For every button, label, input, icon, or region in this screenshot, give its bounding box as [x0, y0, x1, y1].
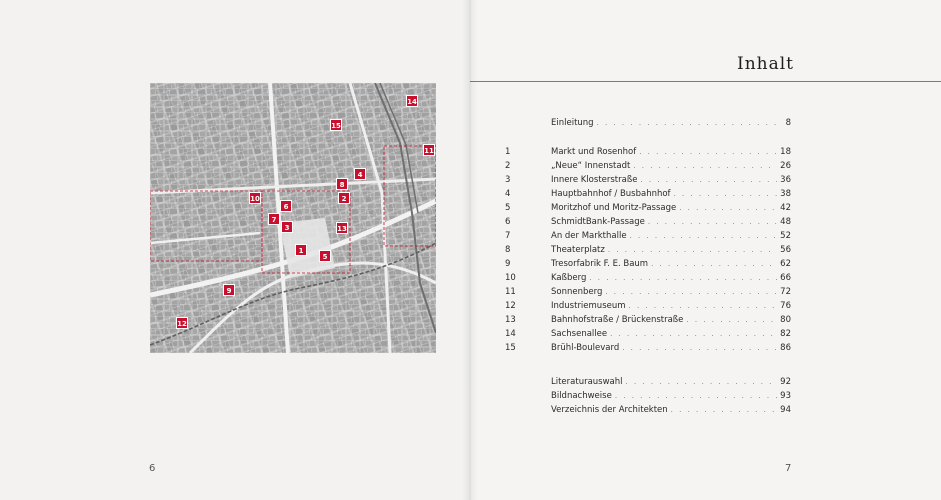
- toc-entry-page: 62: [780, 259, 791, 269]
- toc-leader: [651, 257, 777, 271]
- toc-title: Inhalt: [737, 54, 795, 74]
- toc-entry-row[interactable]: [505, 327, 791, 341]
- toc-leader: [597, 116, 783, 130]
- page-number-left: 6: [149, 463, 156, 474]
- toc-entry-label: „Neue“ Innenstadt: [551, 161, 631, 171]
- toc-leader: [639, 145, 777, 159]
- toc-entry-label: Brühl-Boulevard: [551, 343, 620, 353]
- map-marker-1: 1: [295, 244, 307, 256]
- toc-intro-page: 8: [785, 118, 791, 128]
- toc-entry-label: Sonnenberg: [551, 287, 603, 297]
- toc-entry-row[interactable]: [505, 257, 791, 271]
- toc-entry-label: Theaterplatz: [551, 245, 605, 255]
- toc-entry-row[interactable]: [505, 229, 791, 243]
- map-marker-12: 12: [176, 317, 188, 329]
- toc-entry-page: 82: [780, 329, 791, 339]
- toc-appendix-label: Bildnachweise: [551, 391, 612, 401]
- toc-entry-label: Moritzhof und Moritz-Passage: [551, 203, 677, 213]
- toc-entry-label: Markt und Rosenhof: [551, 147, 637, 157]
- book-gutter: [462, 0, 478, 500]
- toc-appendix-page: 92: [780, 377, 791, 387]
- toc-entry-row[interactable]: [505, 285, 791, 299]
- toc-leader: [608, 243, 777, 257]
- toc-entry-label: Tresorfabrik F. E. Baum: [551, 259, 649, 269]
- toc-entry-label: Industriemuseum: [551, 301, 626, 311]
- toc-entry-page: 76: [780, 301, 791, 311]
- toc-entry-number: 6: [505, 217, 511, 227]
- title-divider: [470, 81, 941, 82]
- toc-intro-row[interactable]: [505, 116, 791, 130]
- toc-entry-row[interactable]: [505, 313, 791, 327]
- toc-entry-row[interactable]: [505, 299, 791, 313]
- toc-entry-page: 86: [780, 343, 791, 353]
- toc-leader: [605, 285, 777, 299]
- toc-appendix-label: Verzeichnis der Architekten: [551, 405, 668, 415]
- map-marker-4: 4: [354, 168, 366, 180]
- toc-entry-number: 5: [505, 203, 511, 213]
- toc-leader: [629, 299, 778, 313]
- toc-leader: [615, 389, 777, 403]
- toc-entry-number: 2: [505, 161, 511, 171]
- toc-leader: [633, 159, 777, 173]
- toc-entry-number: 3: [505, 175, 511, 185]
- toc-leader: [630, 229, 778, 243]
- toc-entry-row[interactable]: [505, 145, 791, 159]
- toc-entry-number: 15: [505, 343, 516, 353]
- toc-entry-label: Hauptbahnhof / Busbahnhof: [551, 189, 671, 199]
- toc-entry-label: Bahnhofstraße / Brückenstraße: [551, 315, 684, 325]
- toc-leader: [648, 215, 777, 229]
- toc-entry-page: 42: [780, 203, 791, 213]
- toc-entry-number: 9: [505, 259, 511, 269]
- map-marker-2: 2: [338, 192, 350, 204]
- toc-leader: [674, 187, 778, 201]
- toc-entry-page: 56: [780, 245, 791, 255]
- toc-leader: [610, 327, 777, 341]
- toc-entry-page: 26: [780, 161, 791, 171]
- toc-entry-row[interactable]: [505, 215, 791, 229]
- toc-leader: [686, 313, 777, 327]
- toc-entry-page: 38: [780, 189, 791, 199]
- map-marker-11: 11: [423, 144, 435, 156]
- toc-leader: [640, 173, 777, 187]
- toc-entry-number: 14: [505, 329, 516, 339]
- toc-entry-number: 11: [505, 287, 516, 297]
- toc-entry-row[interactable]: [505, 341, 791, 355]
- toc-entry-number: 4: [505, 189, 511, 199]
- toc-entry-number: 8: [505, 245, 511, 255]
- map-marker-6: 6: [280, 200, 292, 212]
- toc-entry-page: 80: [780, 315, 791, 325]
- map-marker-7: 7: [268, 213, 280, 225]
- toc-leader: [622, 341, 777, 355]
- toc-entry-page: 18: [780, 147, 791, 157]
- toc-entry-label: Sachsenallee: [551, 329, 608, 339]
- toc-entry-page: 66: [780, 273, 791, 283]
- toc-entry-row[interactable]: [505, 173, 791, 187]
- toc-intro-label: Einleitung: [551, 118, 594, 128]
- city-map: [150, 83, 436, 353]
- page-number-right: 7: [785, 463, 792, 474]
- toc-appendix-row[interactable]: [505, 389, 791, 403]
- toc-leader: [626, 375, 778, 389]
- left-page: [0, 0, 470, 500]
- map-marker-9: 9: [223, 284, 235, 296]
- toc-leader: [589, 271, 777, 285]
- toc-entry-number: 13: [505, 315, 516, 325]
- toc-entry-page: 72: [780, 287, 791, 297]
- toc-appendix-page: 93: [780, 391, 791, 401]
- toc-entry-page: 36: [780, 175, 791, 185]
- toc-entry-row[interactable]: [505, 159, 791, 173]
- toc-appendix-row[interactable]: [505, 403, 791, 417]
- map-marker-15: 15: [330, 119, 342, 131]
- toc-entry-number: 12: [505, 301, 516, 311]
- toc-entry-label: SchmidtBank-Passage: [551, 217, 645, 227]
- toc-entry-number: 7: [505, 231, 511, 241]
- toc-entry-number: 10: [505, 273, 516, 283]
- map-marker-13: 13: [336, 222, 348, 234]
- toc-entry-number: 1: [505, 147, 511, 157]
- toc-appendix-page: 94: [780, 405, 791, 415]
- toc-entry-page: 52: [780, 231, 791, 241]
- map-marker-5: 5: [319, 250, 331, 262]
- toc-appendix-label: Literaturauswahl: [551, 377, 623, 387]
- toc-leader: [679, 201, 777, 215]
- toc-entry-label: Kaßberg: [551, 273, 587, 283]
- map-marker-3: 3: [281, 221, 293, 233]
- toc-entry-row[interactable]: [505, 201, 791, 215]
- toc-leader: [671, 403, 778, 417]
- toc-entry-row[interactable]: [505, 187, 791, 201]
- toc-entry-page: 48: [780, 217, 791, 227]
- toc-appendix-row[interactable]: [505, 375, 791, 389]
- map-marker-10: 10: [249, 192, 261, 204]
- toc-entry-row[interactable]: [505, 271, 791, 285]
- map-illustration: [150, 83, 436, 353]
- toc-entry-label: An der Markthalle: [551, 231, 627, 241]
- toc-entry-label: Innere Klosterstraße: [551, 175, 638, 185]
- map-marker-14: 14: [406, 95, 418, 107]
- toc-entry-row[interactable]: [505, 243, 791, 257]
- map-marker-8: 8: [336, 178, 348, 190]
